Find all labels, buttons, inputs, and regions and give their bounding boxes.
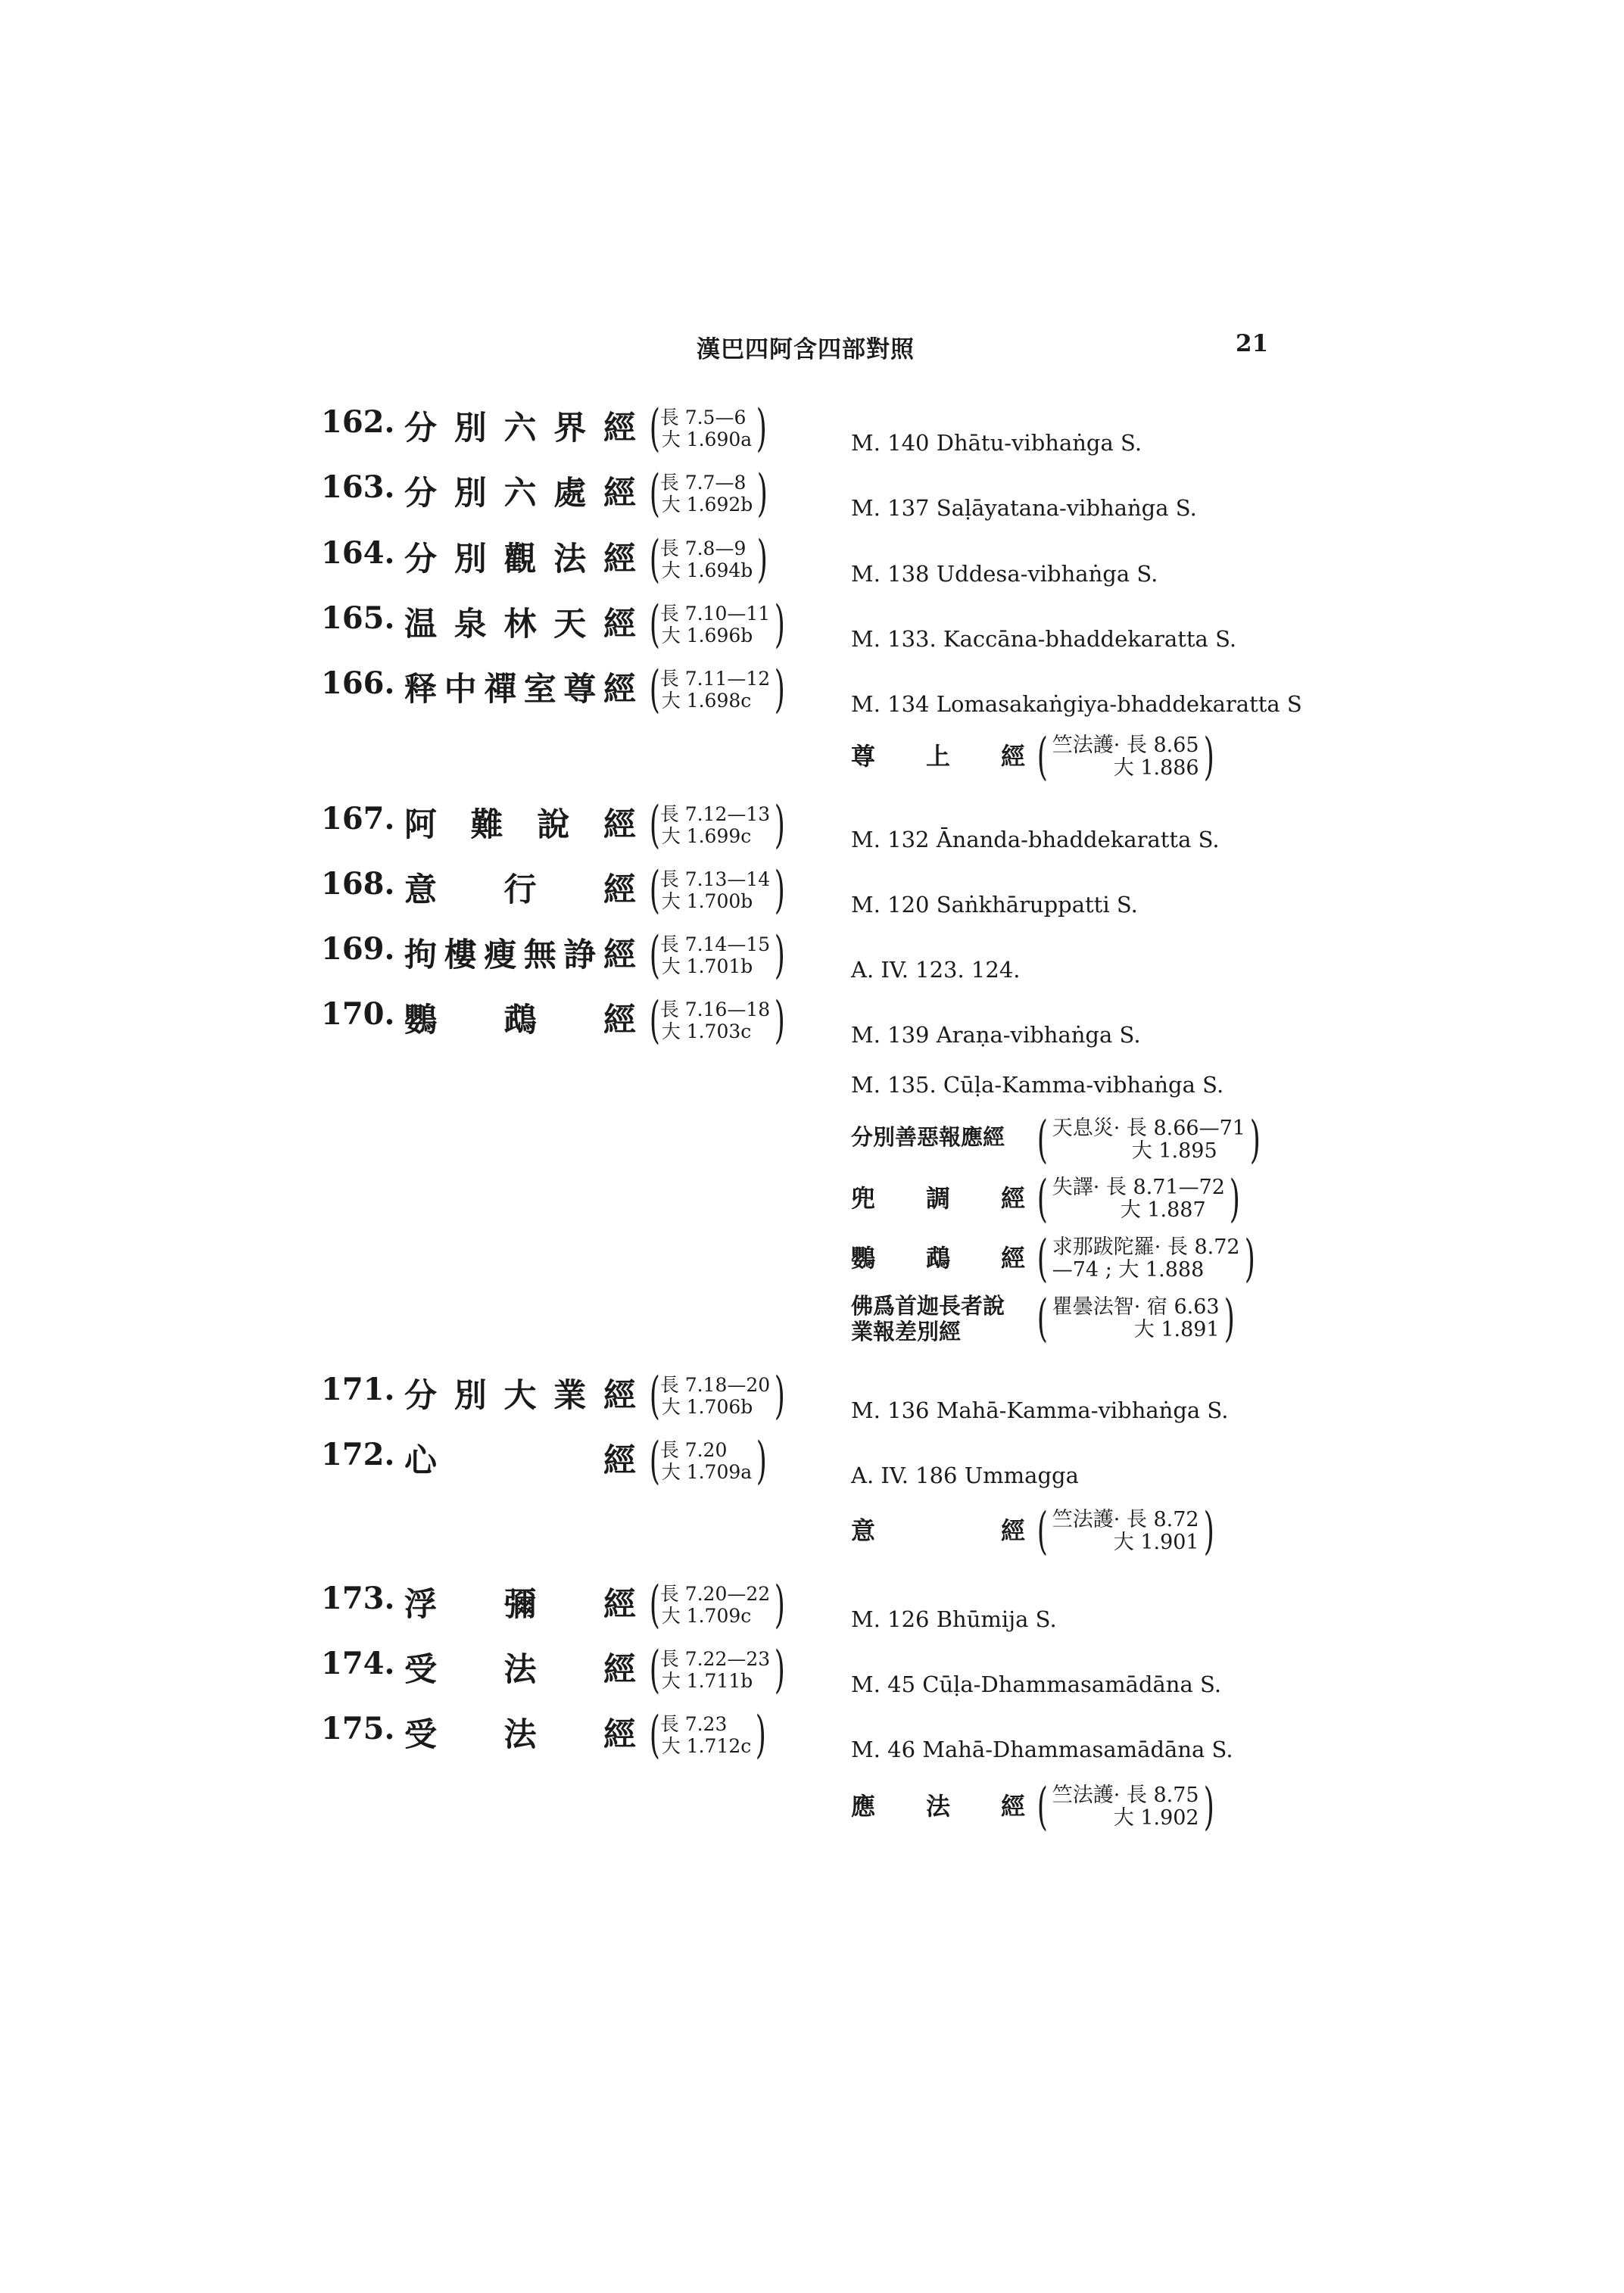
title-char: 經	[603, 1716, 636, 1754]
reference-line: 求那跋陀羅· 長 8.72	[1052, 1235, 1240, 1259]
title-char: 意	[404, 871, 437, 909]
chinese-title	[404, 1579, 636, 1625]
parallel-title	[851, 1120, 1025, 1151]
chinese-title	[404, 930, 636, 976]
reference-line: 竺法護· 長 8.65	[1052, 734, 1199, 757]
title-char: 調	[925, 1184, 950, 1213]
title-char: 經	[603, 1651, 636, 1689]
entry-row	[0, 796, 1624, 863]
title-char: 分	[404, 410, 437, 447]
chinese-title	[404, 403, 636, 449]
title-char: 經	[603, 1586, 636, 1624]
pali-parallel: M. 137 Saḷāyatana-vibhaṅga S.	[851, 495, 1197, 521]
volume-reference: ( 長 7.13—14 大 1.700b )	[649, 861, 786, 919]
pali-parallel: M. 134 Lomasakaṅgiya-bhaddekaratta S	[851, 691, 1302, 717]
pali-parallel: M. 135. Cūḷa-Kamma-vibhaṅga S.	[851, 1072, 1224, 1098]
reference-line: 長 7.14—15	[659, 933, 771, 955]
title-char: 無	[523, 936, 556, 974]
title-char: 經	[1000, 742, 1025, 771]
chinese-title	[404, 865, 636, 911]
reference-line: 大 1.902	[1113, 1806, 1199, 1830]
pali-parallel: M. 139 Araṇa-vibhaṅga S.	[851, 1022, 1141, 1048]
reference-line: 大 1.690a	[661, 428, 753, 450]
parallel-title	[851, 1239, 1025, 1274]
volume-reference: ( 長 7.8—9 大 1.694b )	[649, 530, 768, 588]
volume-reference: ( 長 7.12—13 大 1.699c )	[649, 796, 786, 854]
volume-reference: ( 長 7.20—22 大 1.709c )	[649, 1575, 786, 1634]
title-char: 經	[603, 671, 636, 709]
title-char: 經	[603, 806, 636, 844]
chinese-title	[404, 1435, 636, 1481]
reference-line: 大 1.709c	[661, 1605, 752, 1627]
reference-line: 長 7.11—12	[659, 668, 771, 690]
parallel-title	[851, 737, 1025, 772]
title-char: 經	[603, 410, 636, 447]
title-char: 中	[444, 671, 477, 709]
reference-line: 大 1.901	[1113, 1531, 1199, 1554]
title-char: 鸚	[851, 1244, 876, 1273]
reference-line: 竺法護· 長 8.75	[1052, 1784, 1199, 1807]
title-char: 上	[925, 742, 950, 771]
parallel-reference: ( 失譯· 長 8.71—72 大 1.887 )	[1036, 1170, 1240, 1228]
parallel-reference: ( 竺法護· 長 8.65 大 1.886 )	[1036, 727, 1214, 786]
parallel-title	[851, 1179, 1025, 1214]
reference-line: 長 7.23	[659, 1713, 728, 1735]
parallel-title	[851, 1512, 1025, 1547]
title-char: 經	[603, 1377, 636, 1415]
volume-reference: ( 長 7.5—6 大 1.690a )	[649, 399, 768, 457]
reference-line: 大 1.694b	[661, 559, 753, 581]
pali-parallel: M. 46 Mahā-Dhammasamādāna S.	[851, 1737, 1233, 1762]
title-char: 別	[454, 541, 487, 578]
title-char: 經	[603, 936, 636, 974]
chinese-title	[404, 599, 636, 645]
title-char: 經	[603, 1442, 636, 1480]
entry-row	[0, 1706, 1624, 1773]
title-char: 別	[454, 1377, 487, 1415]
title-char: 拘	[404, 936, 437, 974]
entry-number: 165.	[321, 600, 395, 636]
entry-row	[0, 1367, 1624, 1434]
title-char: 泉	[454, 606, 487, 643]
parallel-reference: ( 竺法護· 長 8.75 大 1.902 )	[1036, 1777, 1214, 1836]
title-char: 受	[404, 1651, 437, 1689]
parallel-title	[851, 1787, 1025, 1822]
volume-reference: ( 長 7.7—8 大 1.692b )	[649, 464, 768, 522]
page-title: 漢巴四阿含四部對照	[697, 336, 915, 363]
entry-number: 175.	[321, 1711, 395, 1746]
title-char: 別	[454, 475, 487, 512]
entry-row	[0, 531, 1624, 597]
title-line: 業報差別經	[851, 1319, 962, 1344]
entry-number: 168.	[321, 866, 395, 902]
reference-line: 大 1.891	[1133, 1318, 1220, 1341]
title-char: 諍	[563, 936, 597, 974]
reference-line: 長 7.20—22	[659, 1583, 771, 1605]
entry-row	[0, 861, 1624, 928]
reference-line: 大 1.699c	[661, 825, 752, 847]
title-char: 瘦	[484, 936, 517, 974]
title-char: 鵡	[925, 1244, 950, 1273]
chinese-parallel-row	[851, 1503, 1305, 1571]
entry-number: 171.	[321, 1372, 395, 1407]
entry-row	[0, 465, 1624, 531]
title-char: 分	[404, 475, 437, 512]
title-char: 經	[603, 871, 636, 909]
entry-number: 162.	[321, 404, 395, 440]
volume-reference: ( 長 7.11—12 大 1.698c )	[649, 660, 786, 718]
title-char: 释	[404, 671, 437, 709]
entry-row	[0, 400, 1624, 466]
title-char: 六	[503, 410, 537, 447]
reference-line: 大 1.706b	[661, 1396, 753, 1418]
title-char: 法	[503, 1716, 537, 1754]
title-char: 尊	[563, 671, 597, 709]
title-char: 天	[553, 606, 587, 643]
pali-parallel: A. IV. 123. 124.	[851, 957, 1021, 983]
reference-line: 長 7.18—20	[659, 1374, 771, 1396]
title-line: 佛爲首迦長者說	[851, 1293, 1005, 1319]
volume-reference: ( 長 7.18—20 大 1.706b )	[649, 1366, 786, 1425]
chinese-parallel-row	[851, 1230, 1305, 1298]
chinese-parallel-row	[851, 1778, 1305, 1846]
reference-line: 長 7.8—9	[659, 537, 747, 559]
entry-row	[0, 661, 1624, 727]
entry-number: 172.	[321, 1437, 395, 1472]
title-char: 彌	[503, 1586, 537, 1624]
title-char: 大	[503, 1377, 537, 1415]
chinese-title	[404, 468, 636, 514]
title-char: 禪	[484, 671, 517, 709]
reference-line: 大 1.700b	[661, 890, 753, 912]
title-char: 鸚	[404, 1002, 437, 1039]
title-char: 行	[503, 871, 537, 909]
title-char: 法	[553, 541, 587, 578]
volume-reference: ( 長 7.20 大 1.709a )	[649, 1432, 768, 1490]
entry-number: 167.	[321, 801, 395, 837]
reference-line: 長 7.13—14	[659, 868, 771, 890]
volume-reference: ( 長 7.14—15 大 1.701b )	[649, 926, 786, 984]
title-char: 經	[603, 541, 636, 578]
title-char: 業	[553, 1377, 587, 1415]
parallel-title	[851, 1293, 1005, 1344]
entry-row	[0, 596, 1624, 662]
title-char: 經	[603, 606, 636, 643]
reference-line: —74 ; 大 1.888	[1052, 1258, 1205, 1282]
title-char: 温	[404, 606, 437, 643]
title-char: 心	[404, 1442, 437, 1480]
reference-line: 長 7.7—8	[659, 472, 747, 494]
parallel-reference: ( 求那跋陀羅· 長 8.72 —74 ; 大 1.888 )	[1036, 1229, 1255, 1288]
title-char: 經	[1000, 1184, 1025, 1213]
reference-line: 大 1.696b	[661, 625, 753, 646]
reference-line: 失譯· 長 8.71—72	[1052, 1176, 1225, 1199]
title-char: 阿	[404, 806, 437, 844]
volume-reference: ( 長 7.22—23 大 1.711b )	[649, 1640, 786, 1699]
entry-number: 173.	[321, 1581, 395, 1616]
volume-reference: ( 長 7.23 大 1.712c )	[649, 1706, 767, 1764]
title-char: 樓	[444, 936, 477, 974]
reference-line: 大 1.701b	[661, 955, 753, 977]
reference-line: 長 7.10—11	[659, 603, 771, 625]
entry-row	[0, 1641, 1624, 1708]
title-char: 經	[603, 1002, 636, 1039]
title-char: 經	[1000, 1244, 1025, 1273]
reference-line: 長 7.5—6	[659, 407, 747, 428]
entry-number: 174.	[321, 1646, 395, 1681]
reference-line: 大 1.895	[1131, 1139, 1217, 1163]
pali-parallel: M. 133. Kaccāna-bhaddekaratta S.	[851, 626, 1237, 652]
reference-line: 瞿曇法智· 宿 6.63	[1052, 1295, 1220, 1319]
reference-line: 大 1.711b	[661, 1670, 753, 1692]
title-char: 尊	[851, 742, 876, 771]
entry-number: 163.	[321, 469, 395, 505]
reference-line: 長 7.12—13	[659, 803, 771, 825]
title-char: 法	[925, 1792, 950, 1821]
reference-line: 長 7.16—18	[659, 999, 771, 1020]
pali-parallel: M. 138 Uddesa-vibhaṅga S.	[851, 561, 1158, 587]
pali-parallel: M. 140 Dhātu-vibhaṅga S.	[851, 430, 1142, 456]
title-char: 鵡	[503, 1002, 537, 1039]
title-char: 林	[503, 606, 537, 643]
volume-reference: ( 長 7.16—18 大 1.703c )	[649, 991, 786, 1049]
chinese-title	[404, 1644, 636, 1690]
title-char: 分	[404, 1377, 437, 1415]
title-char: 別	[454, 410, 487, 447]
reference-line: 大 1.703c	[661, 1020, 752, 1042]
volume-reference: ( 長 7.10—11 大 1.696b )	[649, 595, 786, 653]
chinese-parallel-row	[851, 1290, 1305, 1358]
parallel-reference: ( 竺法護· 長 8.72 大 1.901 )	[1036, 1502, 1214, 1560]
reference-line: 竺法護· 長 8.72	[1052, 1508, 1199, 1531]
entry-row	[0, 1432, 1624, 1499]
entry-number: 166.	[321, 665, 395, 701]
entry-number: 170.	[321, 996, 395, 1032]
reference-line: 長 7.22—23	[659, 1648, 771, 1670]
reference-line: 大 1.712c	[661, 1735, 752, 1757]
chinese-title	[404, 799, 636, 846]
title-char: 意	[851, 1516, 876, 1545]
parallel-reference: ( 瞿曇法智· 宿 6.63 大 1.891 )	[1036, 1289, 1235, 1347]
entry-row	[0, 1576, 1624, 1643]
title-char: 浮	[404, 1586, 437, 1624]
pali-parallel: M. 126 Bhūmija S.	[851, 1606, 1057, 1632]
chinese-title	[404, 995, 636, 1041]
title-char: 經	[1000, 1792, 1025, 1821]
pali-parallel: M. 45 Cūḷa-Dhammasamādāna S.	[851, 1671, 1222, 1697]
reference-line: 大 1.698c	[661, 690, 752, 712]
reference-line: 大 1.692b	[661, 494, 753, 516]
title-char: 經	[603, 475, 636, 512]
reference-line: 大 1.887	[1120, 1198, 1206, 1222]
title-char: 兜	[851, 1184, 876, 1213]
entry-number: 169.	[321, 931, 395, 967]
pali-parallel: M. 136 Mahā-Kamma-vibhaṅga S.	[851, 1397, 1229, 1423]
title-char: 室	[523, 671, 556, 709]
title-char: 六	[503, 475, 537, 512]
pali-parallel: M. 132 Ānanda-bhaddekaratta S.	[851, 827, 1220, 852]
title-char: 說	[537, 806, 570, 844]
reference-line: 長 7.20	[659, 1439, 728, 1461]
pali-parallel: A. IV. 186 Ummagga	[851, 1463, 1079, 1488]
title-char: 受	[404, 1716, 437, 1754]
title-char: 界	[553, 410, 587, 447]
chinese-title	[404, 1709, 636, 1756]
page-number: 21	[1236, 330, 1269, 357]
reference-line: 天息災· 長 8.66—71	[1052, 1117, 1245, 1140]
chinese-parallel-row	[851, 1170, 1305, 1238]
pali-parallel: M. 120 Saṅkhāruppatti S.	[851, 892, 1138, 918]
entry-number: 164.	[321, 535, 395, 571]
reference-line: 大 1.709a	[661, 1461, 753, 1483]
title-char: 法	[503, 1651, 537, 1689]
chinese-title	[404, 534, 636, 580]
title-char: 分	[404, 541, 437, 578]
chinese-parallel-row	[851, 728, 1305, 796]
title-char: 處	[553, 475, 587, 512]
reference-line: 大 1.886	[1113, 756, 1199, 780]
parallel-reference: ( 天息災· 長 8.66—71 大 1.895 )	[1036, 1111, 1261, 1169]
title-text: 分別善惡報應經	[851, 1124, 1005, 1150]
title-char: 經	[1000, 1516, 1025, 1545]
title-char: 難	[470, 806, 503, 844]
title-char: 應	[851, 1792, 876, 1821]
chinese-title	[404, 1370, 636, 1416]
entry-row	[0, 992, 1624, 1058]
title-char: 觀	[503, 541, 537, 578]
entry-row	[0, 927, 1624, 993]
chinese-title	[404, 664, 636, 710]
